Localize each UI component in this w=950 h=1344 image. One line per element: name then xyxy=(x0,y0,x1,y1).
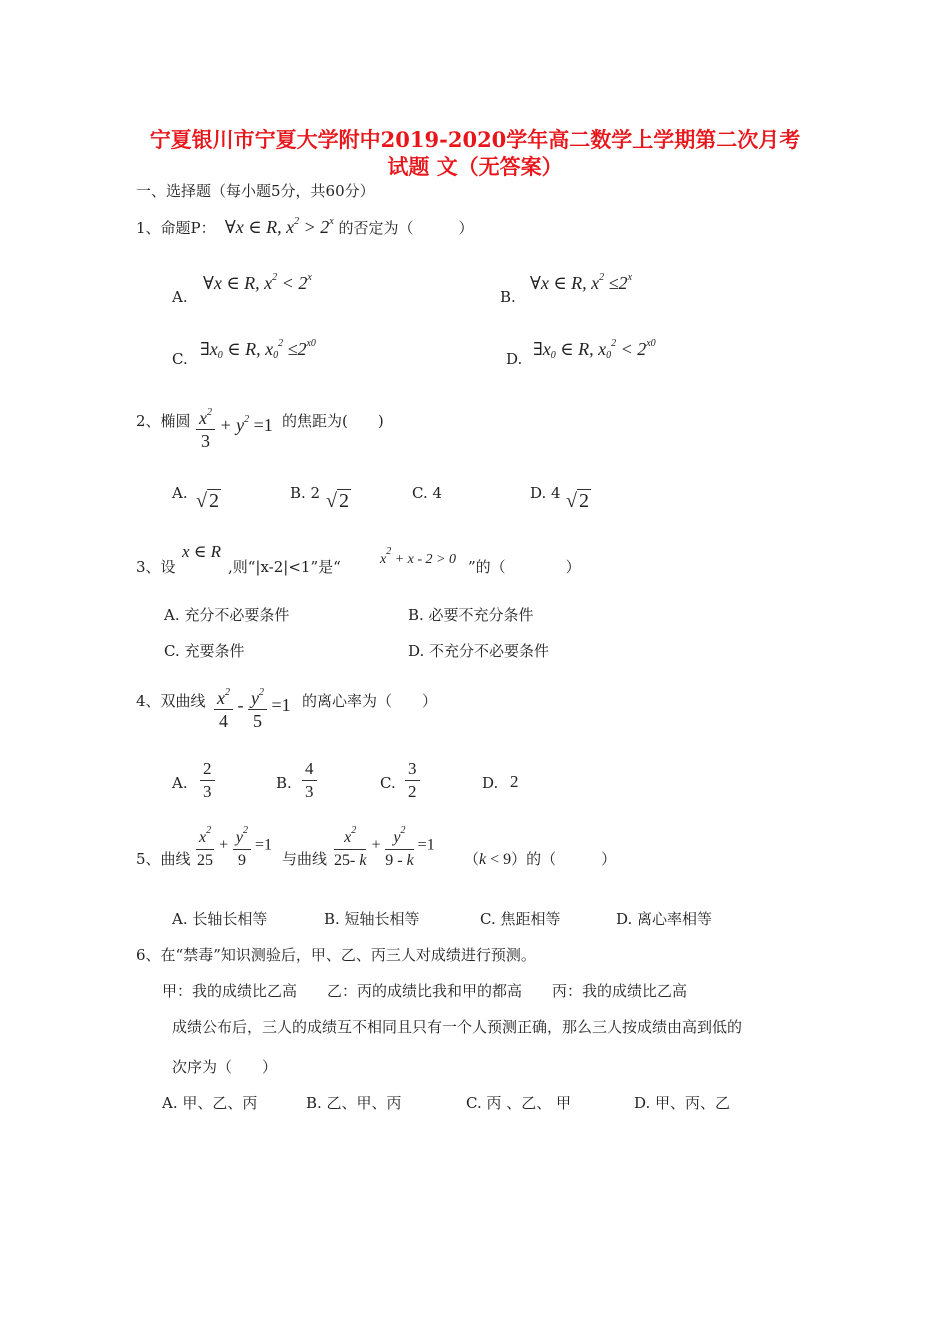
q5-condition: （k < 9）的（ ） xyxy=(464,850,617,868)
q1-option-b-formula: ∀x ∈ R, $x^2 \le 2^x$ xyxy=(530,272,633,293)
q2-prefix: 2、椭圆 xyxy=(136,412,191,430)
q6-predictions: 甲：我的成绩比乙高 乙：丙的成绩比我和甲的都高 丙：我的成绩比乙高 xyxy=(162,982,688,1000)
q2-option-a-sqrt2: √ 2 xyxy=(196,490,219,512)
q4-option-c-fraction: $\frac{3}{2}$ xyxy=(405,758,420,803)
q5-curve1-formula: $\frac{x^2}{25}$ + $\frac{y^2}{9}$ =1 xyxy=(196,820,272,872)
q3-option-b: B. 必要不充分条件 xyxy=(408,606,534,624)
q3-mid2: ”的（ ） xyxy=(468,558,581,576)
q1-option-d-formula: $\exists x_0$ ∈ R, $x_0^2 < 2^{x0}$ xyxy=(533,338,656,361)
q4-option-d-label: D. xyxy=(482,774,499,792)
q1-option-c-label: C. xyxy=(172,350,188,368)
q4-option-c-label: C. xyxy=(380,774,396,792)
q4-hyperbola-formula: $\frac{x^2}{4}$ - $\frac{y^2}{5}$ =1 xyxy=(214,682,291,732)
q1-option-a-formula: ∀x ∈ R, $x^2 < 2^x$ xyxy=(203,272,312,293)
q6-line4: 次序为（ ） xyxy=(172,1058,278,1076)
q6-option-c: C. 丙 、乙、 甲 xyxy=(466,1094,572,1112)
q1-stem xyxy=(136,216,474,238)
q4-prefix: 4、双曲线 xyxy=(136,692,206,710)
q2-option-c: C. 4 xyxy=(412,484,443,502)
q3-x-in-r: x ∈ R xyxy=(182,542,222,561)
q3-prefix: 3、设 xyxy=(136,558,176,576)
q1-option-c-formula: $\exists x_0$ ∈ R, $x_0^2 \le 2^{x0}$ xyxy=(200,338,316,361)
q1-proposition-formula: ∀x ∈ R, $x^2 > 2^x$ xyxy=(220,216,334,237)
q5-curve2-formula: $\frac{x^2}{25- k}$ + $\frac{y^2}{9 - k}$ =1 xyxy=(334,820,435,872)
document-title-line2: 试题 文（无答案） xyxy=(387,154,563,179)
q4-option-a-label: A. xyxy=(172,774,188,792)
q2-option-b: B. 2 xyxy=(290,484,321,502)
q1-option-d-label: D. xyxy=(506,350,523,368)
q6-stem: 6、在“禁毒”知识测验后，甲、乙、丙三人对成绩进行预测。 xyxy=(136,946,536,964)
q5-mid: 与曲线 xyxy=(282,850,328,868)
q4-option-d-value: 2 xyxy=(510,772,519,791)
q2-option-d: D. 4 xyxy=(530,484,561,502)
q1-option-b-label: B. xyxy=(500,288,516,306)
q3-option-c: C. 充要条件 xyxy=(164,642,245,660)
q1-option-a-label: A. xyxy=(172,288,188,306)
q4-option-a-fraction: $\frac{2}{3}$ xyxy=(200,758,215,803)
q4-option-b-label: B. xyxy=(276,774,292,792)
q3-mid1: ,则“|x-2|<1”是“ xyxy=(228,558,341,576)
q6-line3: 成绩公布后，三人的成绩互不相同且只有一个人预测正确，那么三人按成绩由高到低的 xyxy=(172,1018,743,1036)
q5-option-c: C. 焦距相等 xyxy=(480,910,561,928)
q4-suffix: 的离心率为（ ） xyxy=(302,692,438,710)
q3-option-d: D. 不充分不必要条件 xyxy=(408,642,550,660)
q2-option-a: A. xyxy=(172,484,188,502)
q5-prefix: 5、曲线 xyxy=(136,850,191,868)
q5-option-d: D. 离心率相等 xyxy=(616,910,713,928)
q3-inequality-formula: $x^2 + x - 2 > 0$ xyxy=(380,546,456,567)
q2-option-d-sqrt2: √ 2 xyxy=(566,490,589,512)
q1-prefix: 1、命题P： xyxy=(136,219,216,237)
q5-option-a: A. 长轴长相等 xyxy=(172,910,268,928)
document-title-line1: 宁夏银川市宁夏大学附中2019-2020学年高二数学上学期第二次月考 xyxy=(149,127,801,152)
q1-suffix: 的否定为（ ） xyxy=(338,219,474,237)
q5-option-b: B. 短轴长相等 xyxy=(324,910,420,928)
q4-option-b-fraction: $\frac{4}{3}$ xyxy=(302,758,317,803)
section-heading: 一、选择题（每小题5分，共60分） xyxy=(136,182,375,200)
q6-option-b: B. 乙、甲、丙 xyxy=(306,1094,402,1112)
q2-option-b-sqrt2: √ 2 xyxy=(326,490,349,512)
q2-suffix: 的焦距为( ) xyxy=(282,412,384,430)
q2-ellipse-formula: $\frac{x^2}{3}$ + $y^2 =1$ xyxy=(196,402,273,452)
q6-option-d: D. 甲、丙、乙 xyxy=(634,1094,731,1112)
q5-suffix: ）的（ ） xyxy=(511,850,617,868)
q3-option-a: A. 充分不必要条件 xyxy=(164,606,290,624)
q6-option-a: A. 甲、乙、丙 xyxy=(162,1094,258,1112)
